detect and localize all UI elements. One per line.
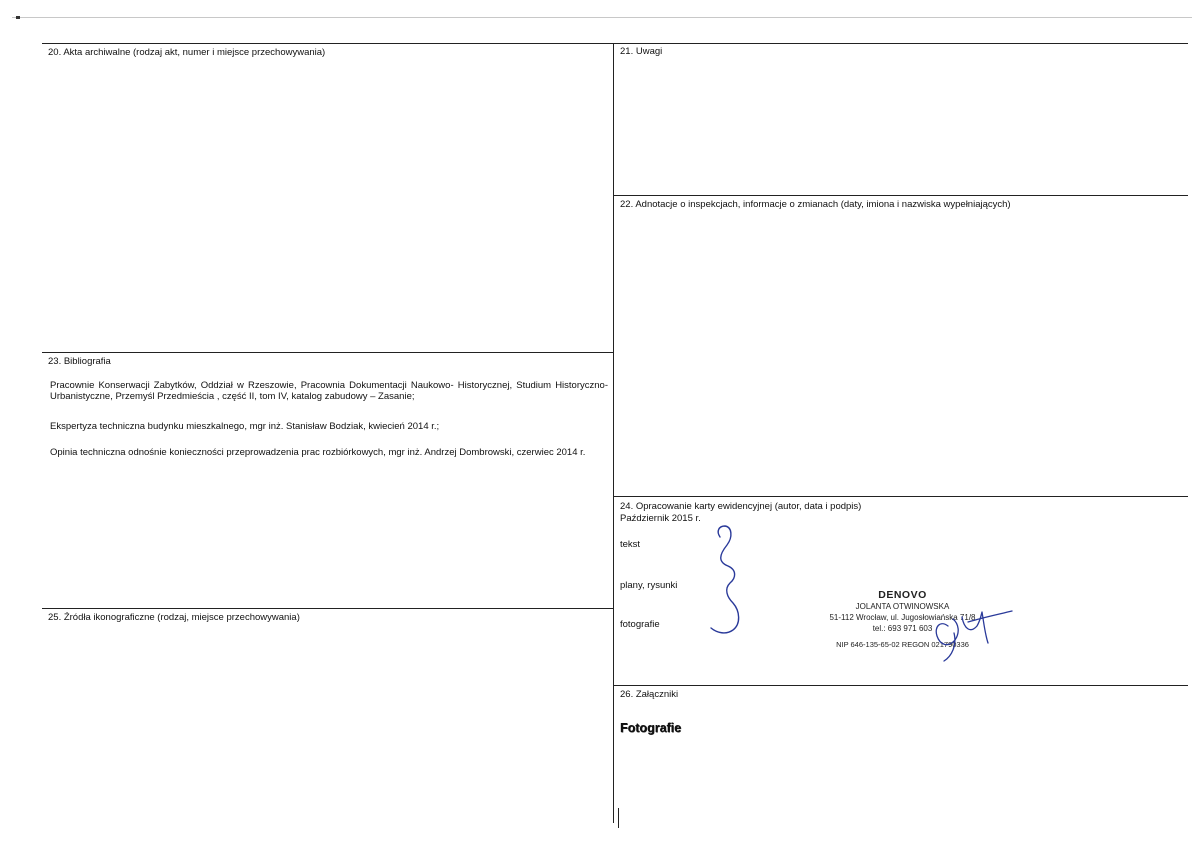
curly-brace-mark bbox=[711, 526, 739, 633]
bibliography-entry: Pracownie Konserwacji Zabytków, Oddział w Rzeszowie, Pracownia Dokumentacji Naukowo- Historycznej, Studium Historyczno-Urbanistyczne, Przemyśl Przedmieścia , część II, tom IV, katalog zabudowy – Zasanie; bbox=[50, 380, 608, 402]
rule-lower-mark bbox=[618, 808, 619, 828]
stamp-person: JOLANTA OTWINOWSKA bbox=[855, 602, 950, 611]
rule-20-23 bbox=[42, 352, 613, 353]
section-26-attachment: Fotografie bbox=[620, 721, 682, 735]
section-24-title: 24. Opracowanie karty ewidencyjnej (autor, data i podpis) bbox=[620, 501, 862, 512]
stamp-company-name: DENOVO bbox=[878, 589, 927, 601]
bibliography-entry: Ekspertyza techniczna budynku mieszkalnego, mgr inż. Stanisław Bodziak, kwiecień 2014 r.; bbox=[50, 421, 440, 432]
stamp-address: 51-112 Wrocław, ul. Jugosłowiańska 71/8 bbox=[829, 613, 976, 622]
section-25-title: 25. Źródła ikonograficzne (rodzaj, miejsce przechowywania) bbox=[48, 612, 300, 623]
section-23-title: 23. Bibliografia bbox=[48, 356, 111, 367]
bibliography-entry: Opinia techniczna odnośnie konieczności przeprowadzenia prac rozbiórkowych, mgr inż. Andrzej Dombrowski, czerwiec 2014 r. bbox=[50, 447, 586, 458]
section-21-title: 21. Uwagi bbox=[620, 46, 663, 57]
section-20-title: 20. Akta archiwalne (rodzaj akt, numer i miejsce przechowywania) bbox=[48, 47, 326, 58]
rule-21-22 bbox=[614, 195, 1188, 196]
section-26-title: 26. Załączniki bbox=[620, 689, 679, 700]
rule-center-divider bbox=[613, 43, 614, 823]
section-24-item-photos: fotografie bbox=[620, 619, 660, 630]
scan-artifact-dot bbox=[16, 16, 20, 19]
rule-23-25 bbox=[42, 608, 613, 609]
scan-artifact-line bbox=[12, 17, 1192, 18]
section-24-item-drawings: plany, rysunki bbox=[620, 580, 678, 591]
section-24-item-text: tekst bbox=[620, 539, 641, 550]
company-stamp bbox=[815, 589, 990, 650]
rule-22-24 bbox=[614, 496, 1188, 497]
section-22-title: 22. Adnotacje o inspekcjach, informacje o zmianach (daty, imiona i nazwiska wypełniających) bbox=[620, 199, 1011, 210]
stamp-tax-ids: NIP 646-135-65-02 REGON 021790336 bbox=[836, 640, 969, 649]
rule-top bbox=[42, 43, 1188, 44]
rule-24-26 bbox=[614, 685, 1188, 686]
stamp-phone: tel.: 693 971 603 bbox=[872, 624, 933, 633]
section-24-date: Październik 2015 r. bbox=[620, 513, 701, 524]
